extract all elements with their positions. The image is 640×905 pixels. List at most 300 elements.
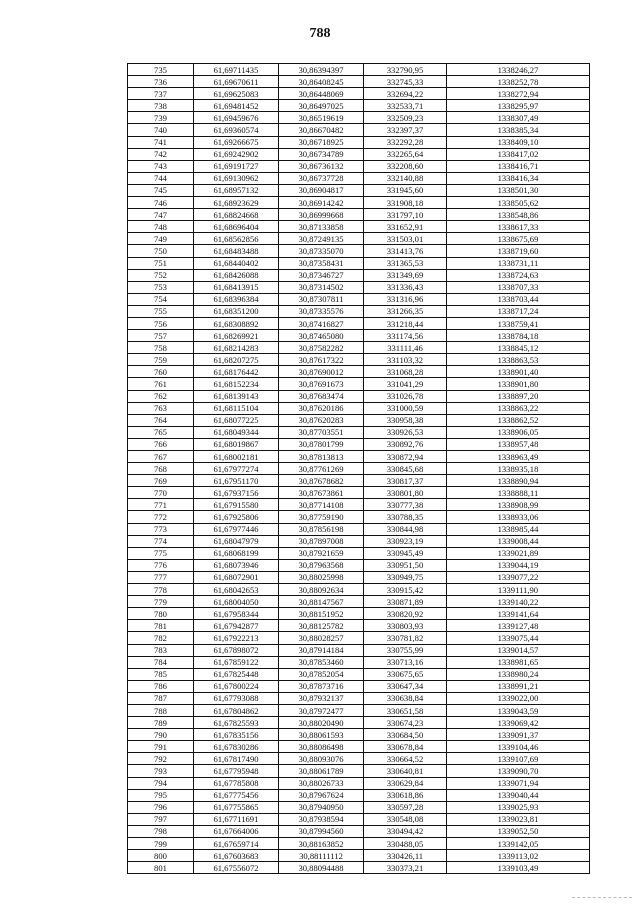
table-row [128, 729, 590, 741]
table-row [128, 825, 590, 837]
point-number-cell: 775 [128, 547, 194, 559]
longitude-cell: 30,87620186 [279, 402, 364, 414]
point-number-cell: 800 [128, 850, 194, 862]
x-coordinate-cell: 331365,53 [364, 257, 447, 269]
table-row [128, 692, 590, 704]
x-coordinate-cell: 330713,16 [364, 656, 447, 668]
longitude-cell: 30,88086498 [279, 741, 364, 753]
latitude-cell: 61,69481452 [194, 100, 279, 112]
y-coordinate-cell: 1338980,24 [447, 668, 590, 680]
latitude-cell: 61,68004050 [194, 596, 279, 608]
latitude-cell: 61,67915580 [194, 499, 279, 511]
longitude-cell: 30,86497025 [279, 100, 364, 112]
x-coordinate-cell: 331218,44 [364, 317, 447, 329]
table-row [128, 245, 590, 257]
y-coordinate-cell: 1338617,33 [447, 221, 590, 233]
longitude-cell: 30,87683474 [279, 390, 364, 402]
longitude-cell: 30,86408245 [279, 76, 364, 88]
latitude-cell: 61,68308892 [194, 317, 279, 329]
latitude-cell: 61,68047979 [194, 535, 279, 547]
table-row [128, 197, 590, 209]
point-number-cell: 773 [128, 523, 194, 535]
point-number-cell: 792 [128, 753, 194, 765]
point-number-cell: 772 [128, 511, 194, 523]
longitude-cell: 30,88092634 [279, 584, 364, 596]
latitude-cell: 61,68351200 [194, 305, 279, 317]
table-row [128, 330, 590, 342]
x-coordinate-cell: 330755,99 [364, 644, 447, 656]
point-number-cell: 795 [128, 789, 194, 801]
y-coordinate-cell: 1338991,21 [447, 680, 590, 692]
latitude-cell: 61,67951170 [194, 475, 279, 487]
point-number-cell: 742 [128, 148, 194, 160]
latitude-cell: 61,67958344 [194, 608, 279, 620]
scan-edge-mark [572, 897, 632, 899]
point-number-cell: 797 [128, 813, 194, 825]
y-coordinate-cell: 1338272,94 [447, 88, 590, 100]
longitude-cell: 30,88028257 [279, 632, 364, 644]
x-coordinate-cell: 330678,84 [364, 741, 447, 753]
longitude-cell: 30,88151952 [279, 608, 364, 620]
y-coordinate-cell: 1338307,49 [447, 112, 590, 124]
y-coordinate-cell: 1339111,90 [447, 584, 590, 596]
y-coordinate-cell: 1338981,65 [447, 656, 590, 668]
longitude-cell: 30,87133858 [279, 221, 364, 233]
x-coordinate-cell: 332397,37 [364, 124, 447, 136]
point-number-cell: 780 [128, 608, 194, 620]
point-number-cell: 778 [128, 584, 194, 596]
point-number-cell: 759 [128, 354, 194, 366]
latitude-cell: 61,68957132 [194, 184, 279, 196]
x-coordinate-cell: 330803,93 [364, 620, 447, 632]
latitude-cell: 61,68073946 [194, 559, 279, 571]
x-coordinate-cell: 330788,35 [364, 511, 447, 523]
table-row [128, 753, 590, 765]
latitude-cell: 61,68269921 [194, 330, 279, 342]
x-coordinate-cell: 330926,53 [364, 426, 447, 438]
y-coordinate-cell: 1338717,24 [447, 305, 590, 317]
x-coordinate-cell: 330777,38 [364, 499, 447, 511]
longitude-cell: 30,87249135 [279, 233, 364, 245]
longitude-cell: 30,87921659 [279, 547, 364, 559]
y-coordinate-cell: 1338863,53 [447, 354, 590, 366]
longitude-cell: 30,87678682 [279, 475, 364, 487]
latitude-cell: 61,68426088 [194, 269, 279, 281]
y-coordinate-cell: 1338501,30 [447, 184, 590, 196]
longitude-cell: 30,88147567 [279, 596, 364, 608]
page-number: 788 [309, 26, 331, 41]
latitude-cell: 61,69711435 [194, 64, 279, 76]
x-coordinate-cell: 330426,11 [364, 850, 447, 862]
y-coordinate-cell: 1338906,05 [447, 426, 590, 438]
longitude-cell: 30,87801799 [279, 438, 364, 450]
point-number-cell: 788 [128, 704, 194, 716]
y-coordinate-cell: 1338957,48 [447, 438, 590, 450]
table-row [128, 511, 590, 523]
table-row [128, 366, 590, 378]
y-coordinate-cell: 1338719,60 [447, 245, 590, 257]
point-number-cell: 793 [128, 765, 194, 777]
y-coordinate-cell: 1338703,44 [447, 293, 590, 305]
x-coordinate-cell: 330817,37 [364, 475, 447, 487]
latitude-cell: 61,67898072 [194, 644, 279, 656]
table-row [128, 547, 590, 559]
x-coordinate-cell: 330674,23 [364, 717, 447, 729]
x-coordinate-cell: 332745,33 [364, 76, 447, 88]
y-coordinate-cell: 1339090,70 [447, 765, 590, 777]
y-coordinate-cell: 1339021,89 [447, 547, 590, 559]
point-number-cell: 791 [128, 741, 194, 753]
table-row [128, 451, 590, 463]
y-coordinate-cell: 1339103,49 [447, 862, 590, 874]
x-coordinate-cell: 330647,34 [364, 680, 447, 692]
latitude-cell: 61,68413915 [194, 281, 279, 293]
table-row [128, 305, 590, 317]
y-coordinate-cell: 1339040,44 [447, 789, 590, 801]
y-coordinate-cell: 1338724,63 [447, 269, 590, 281]
point-number-cell: 761 [128, 378, 194, 390]
table-row [128, 76, 590, 88]
y-coordinate-cell: 1338985,44 [447, 523, 590, 535]
point-number-cell: 758 [128, 342, 194, 354]
x-coordinate-cell: 330871,89 [364, 596, 447, 608]
longitude-cell: 30,87963568 [279, 559, 364, 571]
table-row [128, 656, 590, 668]
y-coordinate-cell: 1339127,48 [447, 620, 590, 632]
longitude-cell: 30,87852054 [279, 668, 364, 680]
table-row [128, 535, 590, 547]
y-coordinate-cell: 1338548,86 [447, 209, 590, 221]
y-coordinate-cell: 1339052,50 [447, 825, 590, 837]
table-row [128, 209, 590, 221]
x-coordinate-cell: 330844,98 [364, 523, 447, 535]
table-row [128, 402, 590, 414]
point-number-cell: 757 [128, 330, 194, 342]
y-coordinate-cell: 1339107,69 [447, 753, 590, 765]
y-coordinate-cell: 1339104,46 [447, 741, 590, 753]
longitude-cell: 30,87932137 [279, 692, 364, 704]
longitude-cell: 30,87967624 [279, 789, 364, 801]
x-coordinate-cell: 331000,59 [364, 402, 447, 414]
latitude-cell: 61,68042653 [194, 584, 279, 596]
table-row [128, 136, 590, 148]
latitude-cell: 61,67800224 [194, 680, 279, 692]
latitude-cell: 61,67793088 [194, 692, 279, 704]
longitude-cell: 30,87897008 [279, 535, 364, 547]
table-row [128, 475, 590, 487]
point-number-cell: 770 [128, 487, 194, 499]
point-number-cell: 762 [128, 390, 194, 402]
x-coordinate-cell: 330958,38 [364, 414, 447, 426]
y-coordinate-cell: 1338416,34 [447, 172, 590, 184]
point-number-cell: 760 [128, 366, 194, 378]
point-number-cell: 796 [128, 801, 194, 813]
y-coordinate-cell: 1339043,59 [447, 704, 590, 716]
y-coordinate-cell: 1339142,05 [447, 838, 590, 850]
longitude-cell: 30,88025998 [279, 571, 364, 583]
x-coordinate-cell: 330872,94 [364, 451, 447, 463]
latitude-cell: 61,68483488 [194, 245, 279, 257]
point-number-cell: 785 [128, 668, 194, 680]
longitude-cell: 30,87358431 [279, 257, 364, 269]
latitude-cell: 61,68072901 [194, 571, 279, 583]
x-coordinate-cell: 331945,60 [364, 184, 447, 196]
x-coordinate-cell: 330618,86 [364, 789, 447, 801]
y-coordinate-cell: 1338862,52 [447, 414, 590, 426]
point-number-cell: 783 [128, 644, 194, 656]
table-row [128, 269, 590, 281]
table-row [128, 281, 590, 293]
y-coordinate-cell: 1339008,44 [447, 535, 590, 547]
latitude-cell: 61,69266675 [194, 136, 279, 148]
point-number-cell: 799 [128, 838, 194, 850]
y-coordinate-cell: 1339071,94 [447, 777, 590, 789]
x-coordinate-cell: 331336,43 [364, 281, 447, 293]
latitude-cell: 61,68696404 [194, 221, 279, 233]
longitude-cell: 30,86737728 [279, 172, 364, 184]
table-row [128, 680, 590, 692]
latitude-cell: 61,69130962 [194, 172, 279, 184]
y-coordinate-cell: 1339141,64 [447, 608, 590, 620]
table-row [128, 463, 590, 475]
longitude-cell: 30,87314502 [279, 281, 364, 293]
longitude-cell: 30,88125782 [279, 620, 364, 632]
point-number-cell: 748 [128, 221, 194, 233]
longitude-cell: 30,86519619 [279, 112, 364, 124]
coordinates-table [127, 63, 590, 874]
y-coordinate-cell: 1339069,42 [447, 717, 590, 729]
table-row [128, 596, 590, 608]
y-coordinate-cell: 1339075,44 [447, 632, 590, 644]
x-coordinate-cell: 330820,92 [364, 608, 447, 620]
x-coordinate-cell: 331652,91 [364, 221, 447, 233]
y-coordinate-cell: 1339113,02 [447, 850, 590, 862]
longitude-cell: 30,86394397 [279, 64, 364, 76]
y-coordinate-cell: 1339044,19 [447, 559, 590, 571]
table-row [128, 499, 590, 511]
point-number-cell: 801 [128, 862, 194, 874]
table-row [128, 354, 590, 366]
point-number-cell: 737 [128, 88, 194, 100]
point-number-cell: 750 [128, 245, 194, 257]
point-number-cell: 787 [128, 692, 194, 704]
point-number-cell: 756 [128, 317, 194, 329]
x-coordinate-cell: 330801,80 [364, 487, 447, 499]
y-coordinate-cell: 1338901,80 [447, 378, 590, 390]
point-number-cell: 752 [128, 269, 194, 281]
x-coordinate-cell: 331413,76 [364, 245, 447, 257]
table-row [128, 668, 590, 680]
point-number-cell: 765 [128, 426, 194, 438]
point-number-cell: 764 [128, 414, 194, 426]
table-row [128, 801, 590, 813]
longitude-cell: 30,86914242 [279, 197, 364, 209]
table-row [128, 862, 590, 874]
y-coordinate-cell: 1338897,20 [447, 390, 590, 402]
latitude-cell: 61,68562856 [194, 233, 279, 245]
point-number-cell: 798 [128, 825, 194, 837]
table-row [128, 704, 590, 716]
longitude-cell: 30,88094488 [279, 862, 364, 874]
latitude-cell: 61,69191727 [194, 160, 279, 172]
table-row [128, 813, 590, 825]
point-number-cell: 794 [128, 777, 194, 789]
longitude-cell: 30,87856198 [279, 523, 364, 535]
longitude-cell: 30,88061789 [279, 765, 364, 777]
table-row [128, 221, 590, 233]
latitude-cell: 61,68139143 [194, 390, 279, 402]
longitude-cell: 30,87873716 [279, 680, 364, 692]
longitude-cell: 30,87465080 [279, 330, 364, 342]
point-number-cell: 769 [128, 475, 194, 487]
latitude-cell: 61,67922213 [194, 632, 279, 644]
x-coordinate-cell: 330945,49 [364, 547, 447, 559]
table-row [128, 378, 590, 390]
longitude-cell: 30,87346727 [279, 269, 364, 281]
x-coordinate-cell: 331103,32 [364, 354, 447, 366]
latitude-cell: 61,68824668 [194, 209, 279, 221]
longitude-cell: 30,87853460 [279, 656, 364, 668]
longitude-cell: 30,87813813 [279, 451, 364, 463]
table-row [128, 438, 590, 450]
table-row [128, 112, 590, 124]
x-coordinate-cell: 332790,95 [364, 64, 447, 76]
x-coordinate-cell: 331111,46 [364, 342, 447, 354]
point-number-cell: 767 [128, 451, 194, 463]
y-coordinate-cell: 1338901,40 [447, 366, 590, 378]
table-row [128, 257, 590, 269]
latitude-cell: 61,67804862 [194, 704, 279, 716]
table-row [128, 850, 590, 862]
x-coordinate-cell: 332292,28 [364, 136, 447, 148]
table-row [128, 838, 590, 850]
x-coordinate-cell: 331174,56 [364, 330, 447, 342]
point-number-cell: 754 [128, 293, 194, 305]
latitude-cell: 61,67835156 [194, 729, 279, 741]
latitude-cell: 61,67659714 [194, 838, 279, 850]
point-number-cell: 753 [128, 281, 194, 293]
x-coordinate-cell: 330548,08 [364, 813, 447, 825]
x-coordinate-cell: 331316,96 [364, 293, 447, 305]
x-coordinate-cell: 330629,84 [364, 777, 447, 789]
longitude-cell: 30,87416827 [279, 317, 364, 329]
table-row [128, 160, 590, 172]
y-coordinate-cell: 1339077,22 [447, 571, 590, 583]
longitude-cell: 30,87761269 [279, 463, 364, 475]
point-number-cell: 749 [128, 233, 194, 245]
point-number-cell: 774 [128, 535, 194, 547]
x-coordinate-cell: 331503,01 [364, 233, 447, 245]
latitude-cell: 61,68115104 [194, 402, 279, 414]
longitude-cell: 30,87617322 [279, 354, 364, 366]
latitude-cell: 61,67795948 [194, 765, 279, 777]
latitude-cell: 61,68207275 [194, 354, 279, 366]
point-number-cell: 735 [128, 64, 194, 76]
x-coordinate-cell: 330373,21 [364, 862, 447, 874]
table-row [128, 426, 590, 438]
y-coordinate-cell: 1338935,18 [447, 463, 590, 475]
latitude-cell: 61,67925806 [194, 511, 279, 523]
table-row [128, 644, 590, 656]
x-coordinate-cell: 331797,10 [364, 209, 447, 221]
x-coordinate-cell: 332208,60 [364, 160, 447, 172]
x-coordinate-cell: 330488,05 [364, 838, 447, 850]
table-row [128, 64, 590, 76]
longitude-cell: 30,87690012 [279, 366, 364, 378]
x-coordinate-cell: 331349,69 [364, 269, 447, 281]
point-number-cell: 739 [128, 112, 194, 124]
latitude-cell: 61,67755865 [194, 801, 279, 813]
y-coordinate-cell: 1338505,62 [447, 197, 590, 209]
point-number-cell: 744 [128, 172, 194, 184]
point-number-cell: 782 [128, 632, 194, 644]
longitude-cell: 30,88061593 [279, 729, 364, 741]
x-coordinate-cell: 330638,84 [364, 692, 447, 704]
longitude-cell: 30,86736132 [279, 160, 364, 172]
longitude-cell: 30,86734789 [279, 148, 364, 160]
longitude-cell: 30,87335070 [279, 245, 364, 257]
x-coordinate-cell: 330892,76 [364, 438, 447, 450]
table-row [128, 148, 590, 160]
table-row [128, 124, 590, 136]
longitude-cell: 30,88020490 [279, 717, 364, 729]
point-number-cell: 738 [128, 100, 194, 112]
table-row [128, 487, 590, 499]
table-row [128, 584, 590, 596]
latitude-cell: 61,67942877 [194, 620, 279, 632]
latitude-cell: 61,67664006 [194, 825, 279, 837]
latitude-cell: 61,69625083 [194, 88, 279, 100]
y-coordinate-cell: 1339140,22 [447, 596, 590, 608]
latitude-cell: 61,68214283 [194, 342, 279, 354]
table-row [128, 717, 590, 729]
x-coordinate-cell: 332694,22 [364, 88, 447, 100]
latitude-cell: 61,67556072 [194, 862, 279, 874]
table-row [128, 342, 590, 354]
y-coordinate-cell: 1339025,93 [447, 801, 590, 813]
longitude-cell: 30,87307811 [279, 293, 364, 305]
point-number-cell: 777 [128, 571, 194, 583]
x-coordinate-cell: 331068,28 [364, 366, 447, 378]
table-row [128, 789, 590, 801]
table-row [128, 523, 590, 535]
table-row [128, 293, 590, 305]
point-number-cell: 781 [128, 620, 194, 632]
x-coordinate-cell: 330675,65 [364, 668, 447, 680]
x-coordinate-cell: 332265,64 [364, 148, 447, 160]
x-coordinate-cell: 330923,19 [364, 535, 447, 547]
latitude-cell: 61,67977446 [194, 523, 279, 535]
longitude-cell: 30,88111112 [279, 850, 364, 862]
point-number-cell: 786 [128, 680, 194, 692]
longitude-cell: 30,88026733 [279, 777, 364, 789]
longitude-cell: 30,87994560 [279, 825, 364, 837]
x-coordinate-cell: 330951,50 [364, 559, 447, 571]
table-row [128, 172, 590, 184]
table-row [128, 571, 590, 583]
table-row [128, 88, 590, 100]
longitude-cell: 30,86448069 [279, 88, 364, 100]
y-coordinate-cell: 1338252,78 [447, 76, 590, 88]
latitude-cell: 61,68440402 [194, 257, 279, 269]
point-number-cell: 743 [128, 160, 194, 172]
latitude-cell: 61,67785808 [194, 777, 279, 789]
table-row [128, 765, 590, 777]
x-coordinate-cell: 331266,35 [364, 305, 447, 317]
y-coordinate-cell: 1339014,57 [447, 644, 590, 656]
y-coordinate-cell: 1338295,97 [447, 100, 590, 112]
latitude-cell: 61,69360574 [194, 124, 279, 136]
